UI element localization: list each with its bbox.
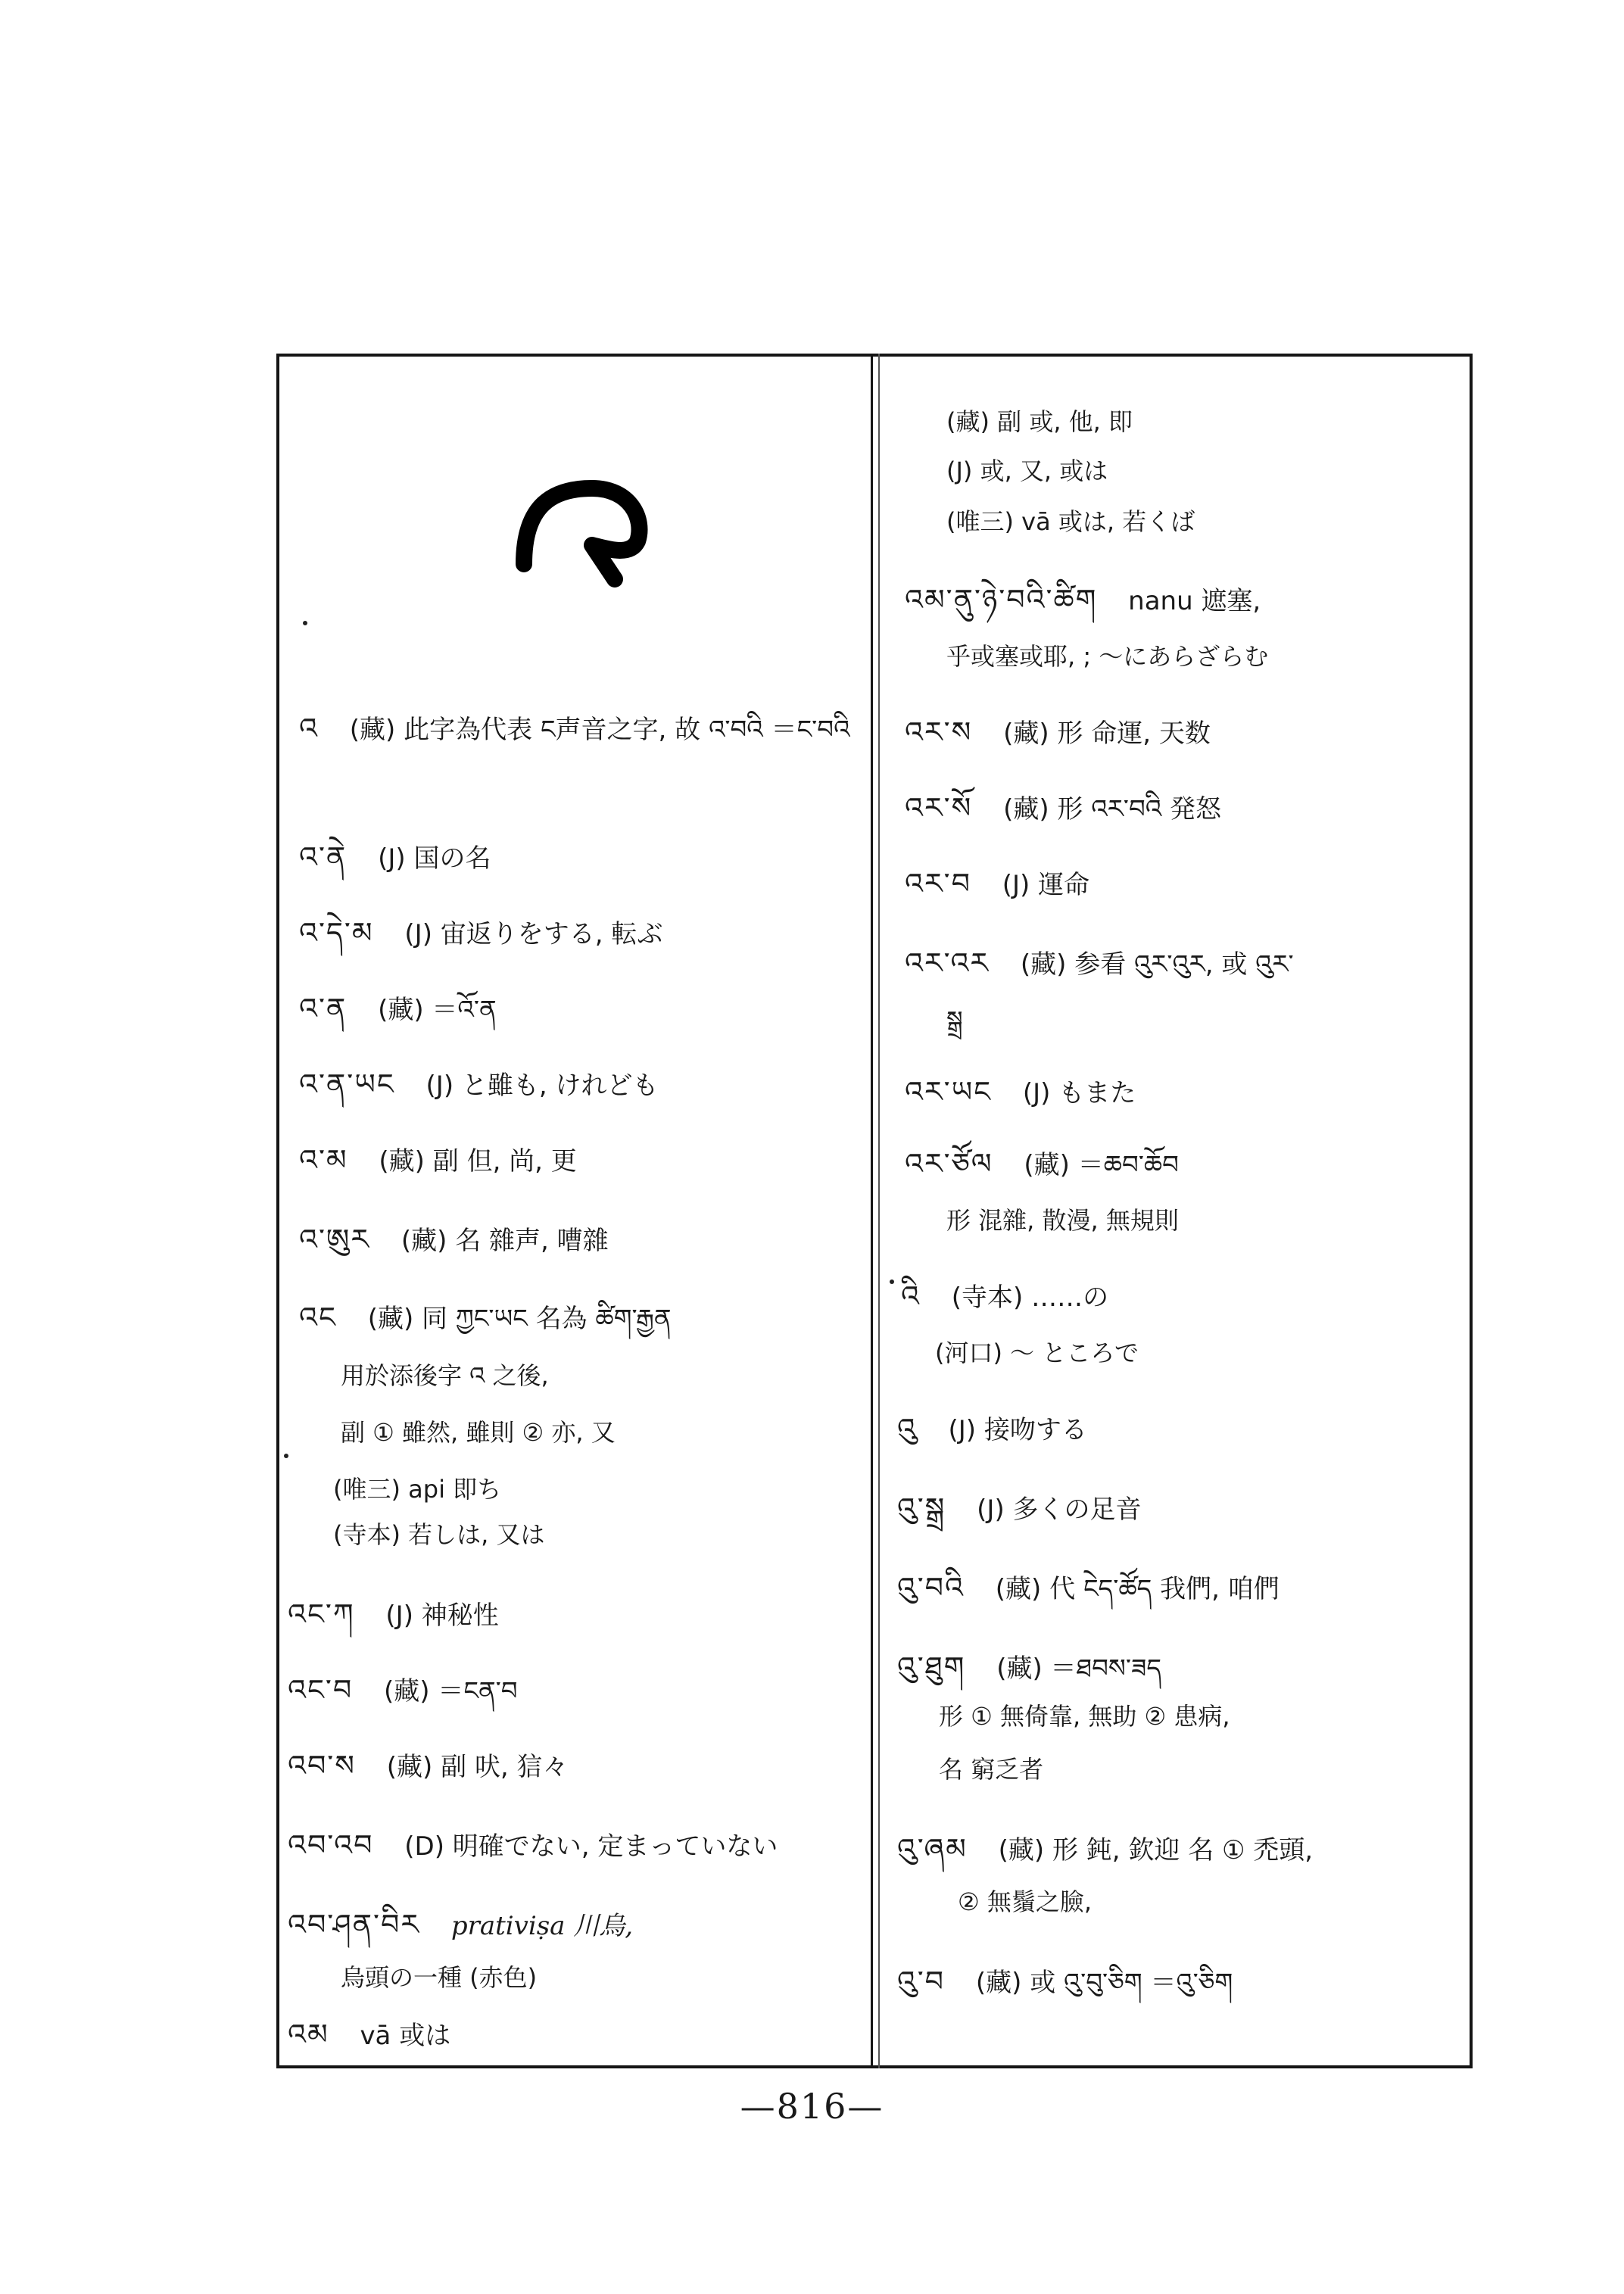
entry-headword: འི [901, 1279, 921, 1313]
entry-headword: འ་མ [299, 1143, 348, 1177]
header-letter-glyph [509, 473, 660, 594]
entry-headword: འར་ཙོལ [905, 1147, 993, 1180]
entry-definition: prativiṣa 川烏, [450, 1911, 634, 1941]
entry-definition: (藏) 此字為代表 ང声音之字, 故 འ་བའི ＝ང་བའི [349, 715, 850, 745]
entry [288, 1828, 778, 1863]
entry [288, 2018, 450, 2052]
entry-definition: (J) 神秘性 [385, 1601, 499, 1631]
entry-subline: 副 ① 雖然, 雖則 ② 亦, 又 [341, 1418, 616, 1447]
entry [288, 1908, 633, 1943]
column-divider [871, 354, 873, 2068]
entry-definition: (J) 多くの足音 [977, 1495, 1142, 1525]
entry-headword: འང [299, 1301, 337, 1334]
column-divider-inner [878, 354, 880, 2068]
entry-definition: (寺本) ……の [951, 1283, 1109, 1313]
entry-headword: འ་ཨུར [299, 1223, 371, 1256]
entry-headword: འམ [288, 2018, 329, 2051]
entry [299, 712, 850, 746]
entry-subline: ② 無鬚之臉, [958, 1887, 1093, 1916]
entry [897, 1491, 1142, 1526]
entry-subline: 用於添後字 འ 之後, [341, 1361, 549, 1390]
entry-definition: (藏) 或 འུ་བུ་ཅིག ＝འུ་ཅིག [975, 1968, 1233, 1998]
entry-headword: འ་ན་ཡང [299, 1068, 395, 1101]
entry-subline: (寺本) 若しは, 又は [333, 1520, 545, 1549]
entry-headword: འར་འར [905, 946, 990, 980]
entry [905, 946, 1294, 981]
entry-subline: 形 ① 無倚靠, 無助 ② 患病, [939, 1702, 1230, 1731]
stray-mark [284, 1454, 288, 1458]
entry-subline: 烏頭の一種 (赤色) [341, 1963, 538, 1992]
stray-mark [303, 621, 307, 625]
entry [288, 1597, 499, 1632]
page-number: —816— [740, 2086, 884, 2127]
entry-definition: (藏) 代 ངེད་ཚོད 我們, 咱們 [995, 1574, 1280, 1604]
entry [299, 1301, 672, 1336]
entry-subline: (J) 或, 又, 或は [946, 457, 1108, 485]
entry-definition: (藏) 副 但, 尚, 更 [379, 1146, 577, 1177]
entry [288, 1673, 518, 1708]
entry-headword: འབ་འབ [288, 1828, 374, 1862]
entry-definition: (藏) ＝ཆབ་ཆོབ [1024, 1150, 1179, 1180]
entry-definition: (藏) 同 ཀྱང་ཡང 名為 ཚིག་རྒྱན [367, 1304, 672, 1334]
stray-mark [890, 1279, 894, 1284]
entry-subline: 形 混雜, 散漫, 無規則 [946, 1206, 1179, 1235]
entry-subline: 乎或塞或耶, ; ～にあらざらむ [946, 642, 1269, 671]
entry [897, 1650, 1161, 1685]
entry [905, 791, 1221, 826]
entry-headword: འ་དེ་མ [299, 916, 374, 949]
entry-definition: (J) 運命 [1002, 870, 1090, 900]
entry-definition: vā 或は [360, 2021, 451, 2051]
entry [901, 1279, 1108, 1314]
entry-headword: འར་སོ [905, 791, 973, 824]
entry-definition: (藏) 形 命運, 天数 [1003, 718, 1211, 749]
entry-headword: འབ་ས [288, 1749, 356, 1782]
entry-headword: འབ་ཤན་བིར [288, 1908, 420, 1941]
entry-definition: (藏) 形 鈍, 欽迎 名 ① 禿頭, [998, 1835, 1314, 1865]
entry-definition: (藏) 形 འར་བའི 発怒 [1003, 794, 1221, 824]
entry-definition: (藏) ＝ངན་བ [384, 1676, 518, 1706]
entry [299, 1068, 659, 1102]
entry-subline: (藏) 副 或, 他, 即 [946, 407, 1133, 436]
entry-definition: (藏) 名 雜声, 嘈雜 [401, 1226, 609, 1256]
entry [897, 1832, 1313, 1867]
entry [905, 1147, 1179, 1182]
dictionary-frame [276, 354, 1473, 2068]
entry-definition: (藏) 副 吠, 狺々 [386, 1752, 569, 1782]
entry-headword: འུ་བའི [897, 1571, 965, 1604]
entry-definition: (藏) 参看 འུར་འུར, 或 འུར་ [1020, 949, 1294, 980]
entry-subline: (唯三) api 即ち [333, 1475, 502, 1504]
entry [299, 992, 497, 1027]
entry-headword: འུ [897, 1412, 918, 1445]
entry-definition: (J) 宙返りをする, 転ぶ [404, 919, 663, 949]
entry-headword: འུ་སྒྲ [897, 1491, 946, 1525]
entry-subline: (河口) ～ ところで [935, 1339, 1139, 1367]
entry [905, 867, 1089, 902]
entry [897, 1571, 1280, 1606]
entry-definition: (J) もまた [1022, 1078, 1136, 1108]
entry-definition: (J) と雖も, けれども [425, 1071, 659, 1101]
entry-definition: (D) 明確でない, 定まっていない [404, 1831, 778, 1862]
entry-headword: འ་ན [299, 992, 348, 1025]
entry-headword: འུ་ཐུག [897, 1650, 966, 1684]
entry-definition: nanu 遮塞, [1128, 586, 1261, 616]
entry-headword: འམ་ནུ་ཉེ་བའི་ཚིག [905, 583, 1098, 616]
entry-headword: འུ་ཞམ [897, 1832, 968, 1865]
entry [897, 1412, 1087, 1447]
entry-subline: 名 窮乏者 [939, 1755, 1044, 1784]
entry-headword: འ [299, 712, 319, 745]
entry-definition: (藏) ＝ཐབས་ཟད [996, 1653, 1162, 1684]
entry-headword: འ་ནེ [299, 840, 348, 874]
entry [905, 715, 1211, 750]
entry [299, 1143, 577, 1178]
entry-headword: འུ་བ [897, 1965, 946, 1998]
entry-definition: (J) 接吻する [948, 1415, 1087, 1445]
entry [897, 1965, 1233, 1999]
entry-headword: འང་ཀ [288, 1597, 355, 1631]
entry [905, 1075, 1136, 1110]
entry-headword: འར་བ [905, 867, 971, 900]
entry-subline: (唯三) vā 或は, 若くば [946, 507, 1195, 536]
entry-headword: འང་བ [288, 1673, 354, 1706]
entry-headword: འར་ས [905, 715, 973, 749]
entry [288, 1749, 569, 1784]
entry [905, 583, 1261, 618]
entry-subline: སྒྲ [946, 1005, 963, 1034]
entry [299, 1223, 609, 1258]
entry-definition: (J) 国の名 [378, 843, 491, 874]
entry-headword: འར་ཡང [905, 1075, 993, 1108]
entry [299, 840, 491, 875]
entry-definition: (藏) ＝འོ་ན [378, 995, 497, 1025]
entry [299, 916, 662, 951]
